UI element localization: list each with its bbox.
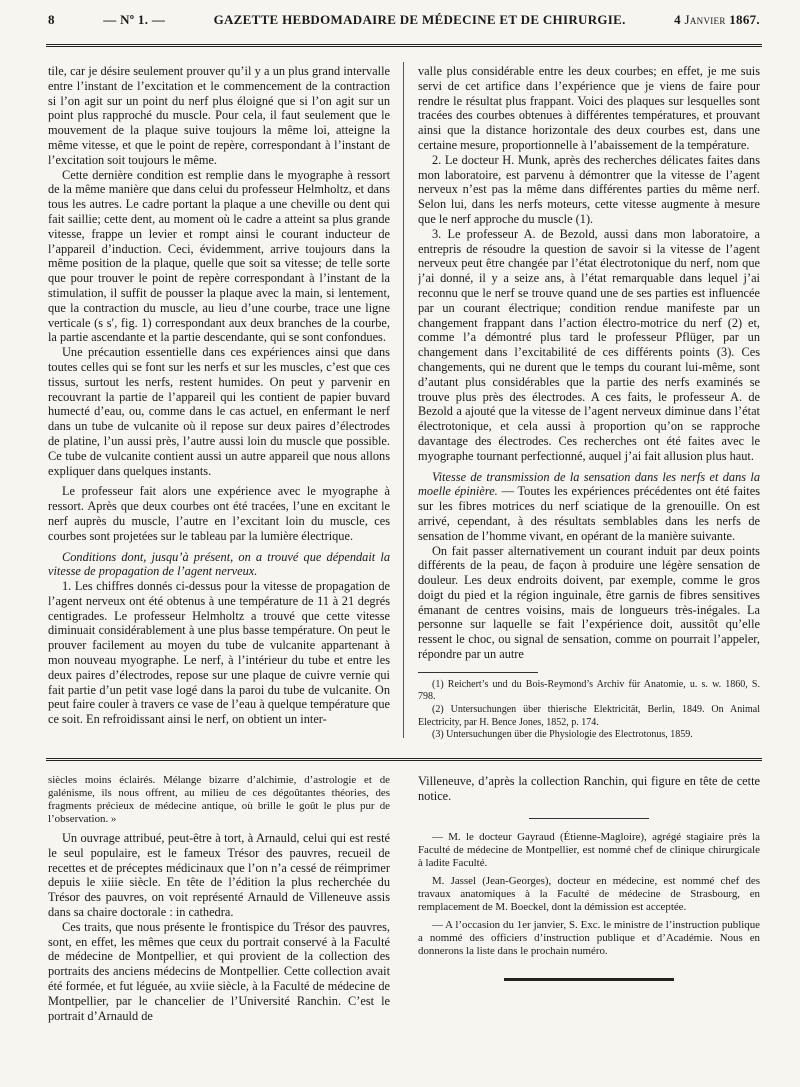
paragraph-text: — Toutes les expériences précédentes ont été faites sur les fibres motrices du nerf sciatique de la grenouille. On est arrivé, cependant, à des résultats semblables dans les nerfs de sensation de l’homme vivant, en opérant de la manière suivante. (418, 484, 760, 543)
paragraph: 2. Le docteur H. Munk, après des recherches délicates faites dans mon laboratoire, est parvenu à démontrer que la vitesse de l’agent nerveux n’est pas la même dans différentes parties du même nerf. Selon lui, dans les nerfs moteurs, cette vitesse augmente à mesure que le nerf approche du muscle (1). (418, 152, 760, 226)
right-column (418, 64, 760, 744)
left-column (48, 64, 390, 744)
issue-date (674, 12, 760, 28)
footnote-rule (418, 672, 538, 673)
feuilleton (48, 774, 760, 1074)
footnote: (3) Untersuchungen über die Physiologie des Electrotonus, 1859. (432, 729, 693, 741)
news-item: — A l’occasion du 1er janvier, S. Exc. le ministre de l’instruction publique a nommé des officiers d’instruction publique et d’Académie. Nous en donnerons la liste dans le prochain numéro. (418, 918, 760, 957)
section-heading: Conditions dont, jusqu’à présent, on a trouvé que dépendait la vitesse de propagation de l’agent nerveux. (48, 549, 390, 579)
paragraph: Cette dernière condition est remplie dans le myographe à ressort de la même manière que dans celui du professeur Helmholtz, et dans tous les autres. Le cadre portant la plaque a une cheville ou dent qui fait saillie; cette dent, au moment où le cadre a atteint sa plus grande vitesse, frappe un levier et rompt ainsi le courant inducteur de l’appareil d’induction. Ceci, évidemment, arrive toujours dans la même position de la plaque, quelle que soit sa vitesse; de telle sorte que pour trouver le point de repère correspondant à l’instant de la stimulation, il suffit de pousser la plaque avec la main, si lentement, que la contraction du muscle, au lieu d’une courbe, trace une ligne verticale (s s′, fig. 1) correspondant aux deux branches de la courbe, la partie ascendante et la partie descendante, qui se sont confondues. (48, 167, 390, 345)
section-heading: Vitesse de transmission de la sensation dans les nerfs et dans la moelle épinière. (418, 469, 760, 499)
feuilleton-right-column (418, 774, 760, 1074)
paragraph (418, 470, 760, 544)
date-month: Janvier (684, 12, 726, 27)
date-year: 1867. (729, 12, 760, 27)
paragraph: Le professeur fait alors une expérience avec le myographe à ressort. Après que deux courbes ont été tracées, l’une en excitant le nerf auprès du muscle, l’autre en l’excitant loin du muscle, ces courbes sont projetées sur le tableau par la lumière électrique. (48, 484, 390, 543)
footnote: (1) Reichert’s und du Bois-Reymond’s Archiv für Anatomie, u. s. w. 1860, S. 798. (418, 678, 760, 703)
feuilleton-rule (46, 758, 762, 761)
paragraph: On fait passer alternativement un courant induit par deux points différents de la peau, de façon à produire une légère sensation de douleur. Les deux endroits doivent, par exemple, comme le gros doigt du pied et la région inguinale, être garnis de fibres sensitives émanant de centres voisins, mais de longueurs très-inégales. La personne sur laquelle se fait l’expérience doit, aussitôt qu’elle ressent le choc, ou signal de sensation, comme on pourrait l’appeler, répondre par un autre (418, 543, 760, 662)
header-rule (46, 44, 762, 47)
date-day: 4 (674, 12, 681, 27)
page-number: 8 (48, 12, 55, 27)
paragraph: Un ouvrage attribué, peut-être à tort, à Arnauld, celui qui est resté le seul populaire, est le fameux Trésor des pauvres, recueil de recettes et de préceptes médicinaux que l’on n’a cessé de réimprimer depuis le xiiie siècle. En tête de l’édition la plus recherchée du Trésor des pauvres, on voit représenté Arnauld de Villeneuve assis dans sa chaire doctorale : in cathedra. (48, 831, 390, 919)
journal-title: GAZETTE HEBDOMADAIRE DE MÉDECINE ET DE CHIRURGIE. (213, 12, 626, 27)
paragraph: 1. Les chiffres donnés ci-dessus pour la vitesse de propagation de l’agent nerveux ont été obtenus à une température de 11 à 21 degrés centigrades. Le professeur Helmholtz a trouvé que cette vitesse diminuait considérablement à une plus basse température. On peut le prouver facilement au moyen du tube de vulcanite appartenant à mon nouveau myographe. Le nerf, à l’intérieur du tube et entre les deux paires d’électrodes, repose sur une plaque de cuivre vernie qui fait partie d’un petit vase logé dans la paroi du tube de vulcanite. On peut faire couler à travers ce vase de l’eau à quelque température que ce soit. En refroidissant ainsi le nerf, on obtient un inter- (48, 579, 390, 727)
paragraph: Villeneuve, d’après la collection Ranchin, qui figure en tête de cette notice. (418, 774, 760, 803)
article-body (48, 64, 760, 744)
news-item: — M. le docteur Gayraud (Étienne-Magloire), agrégé stagiaire près la Faculté de médecine de Montpellier, est nommé chef de clinique chirurgicale à ladite Faculté. (418, 830, 760, 869)
paragraph: tile, car je désire seulement prouver qu’il y a un plus grand intervalle entre l’instant de l’excitation et le commencement de la contraction si l’on agit sur un point du nerf plus éloigné que si l’on agit sur un point plus rapproché du muscle. Pour cela, il faut seulement que le mouvement de la plaque suive toujours la même loi, atteigne la même vitesse, et que le point de repère, correspondant à l’instant de l’excitation soit toujours le même. (48, 64, 390, 167)
paragraph: 3. Le professeur A. de Bezold, aussi dans mon laboratoire, a entrepris de résoudre la question de savoir si la vitesse de l’agent nerveux peut être changée par l’état électrotonique du nerf, nom que j’ai donné, il y a seize ans, à l’état remarquable dans lequel j’ai reconnu que le nerf se trouve quand une de ses parties est influencée par un courant électrique; condition rendue manifeste par un changement frappant dans l’action électro-motrice du nerf (2) et, comme l’a démontré plus tard le professeur Pflüger, par un changement dans l’excitabilité de ces différents points (3). Ces changements, qui ne durent que le temps du courant lui-même, sont d’autant plus considérables que la partie des nerfs examinés se trouve plus près des électrodes. A ces faits, le professeur A. de Bezold a ajouté que la vitesse de l’agent nerveux diminue dans l’état électrotonique, et cela aussi à proportion qu’on se rapproche davantage des électrodes. Ces recherches ont été faites avec le myographe tournant perfectionné, auquel j’ai fait allusion plus haut. (418, 226, 760, 463)
column-divider (403, 62, 404, 738)
paragraph: valle plus considérable entre les deux courbes; en effet, je me suis servi de cet artifice dans l’expérience que je viens de faire pour rendre le résultat plus frappant. Voici des plaques sur lesquelles sont tracées des courbes obtenues à différentes températures, et prouvant ainsi que la distance horizontale des deux courbes est, dans une certaine mesure, proportionnelle à l’abaissement de la température. (418, 64, 760, 152)
issue-number: — Nº 1. — (103, 12, 166, 27)
quotation: siècles moins éclairés. Mélange bizarre d’alchimie, d’astrologie et de galénisme, ils nous offrent, au milieu de ces dégoûtantes théories, des fragments précieux de médecine antique, où brille le goût le plus pur de l’observation. » (48, 774, 390, 825)
feuilleton-left-column (48, 774, 390, 1074)
paragraph: Une précaution essentielle dans ces expériences ainsi que dans toutes celles qui se font sur les nerfs et sur les muscles, c’est que ces tissus, surtout les nerfs, restent humides. On peut y parvenir en recouvrant la partie de l’appareil qui les contient de papier buvard humecté d’eau, ou, comme dans le cas actuel, en enfermant le nerf dans un tube de vulcanite où il repose sur deux paires d’électrodes de platine, l’un aussi près, l’autre aussi loin du muscle que possible. Ce tube de vulcanite contient aussi un autre appareil que nous allons expliquer dans quelques instants. (48, 345, 390, 478)
end-rule (504, 978, 674, 981)
news-item: M. Jassel (Jean-Georges), docteur en médecine, est nommé chef des travaux anatomiques à la Faculté de médecine de Strasbourg, en remplacement de M. Boeckel, dont la démission est acceptée. (418, 874, 760, 913)
page-header (48, 6, 760, 34)
paragraph: Ces traits, que nous présente le frontispice du Trésor des pauvres, sont, en effet, les mêmes que ceux du portrait conservé à la Faculté de médecine de Montpellier, et qui provient de la collection des portraits des anciens médecins de Montpellier. Cette collection avait été formée, et fut léguée, au xviie siècle, à la Faculté de médecine de Montpellier, par le chancelier de l’Université Ranchin. C’est le portrait d’Arnauld de (48, 919, 390, 1023)
section-rule (529, 818, 649, 819)
footnote: (2) Untersuchungen über thierische Elektricität, Berlin, 1849. On Animal Electricity, par H. Bence Jones, 1852, p. 174. (418, 704, 760, 728)
